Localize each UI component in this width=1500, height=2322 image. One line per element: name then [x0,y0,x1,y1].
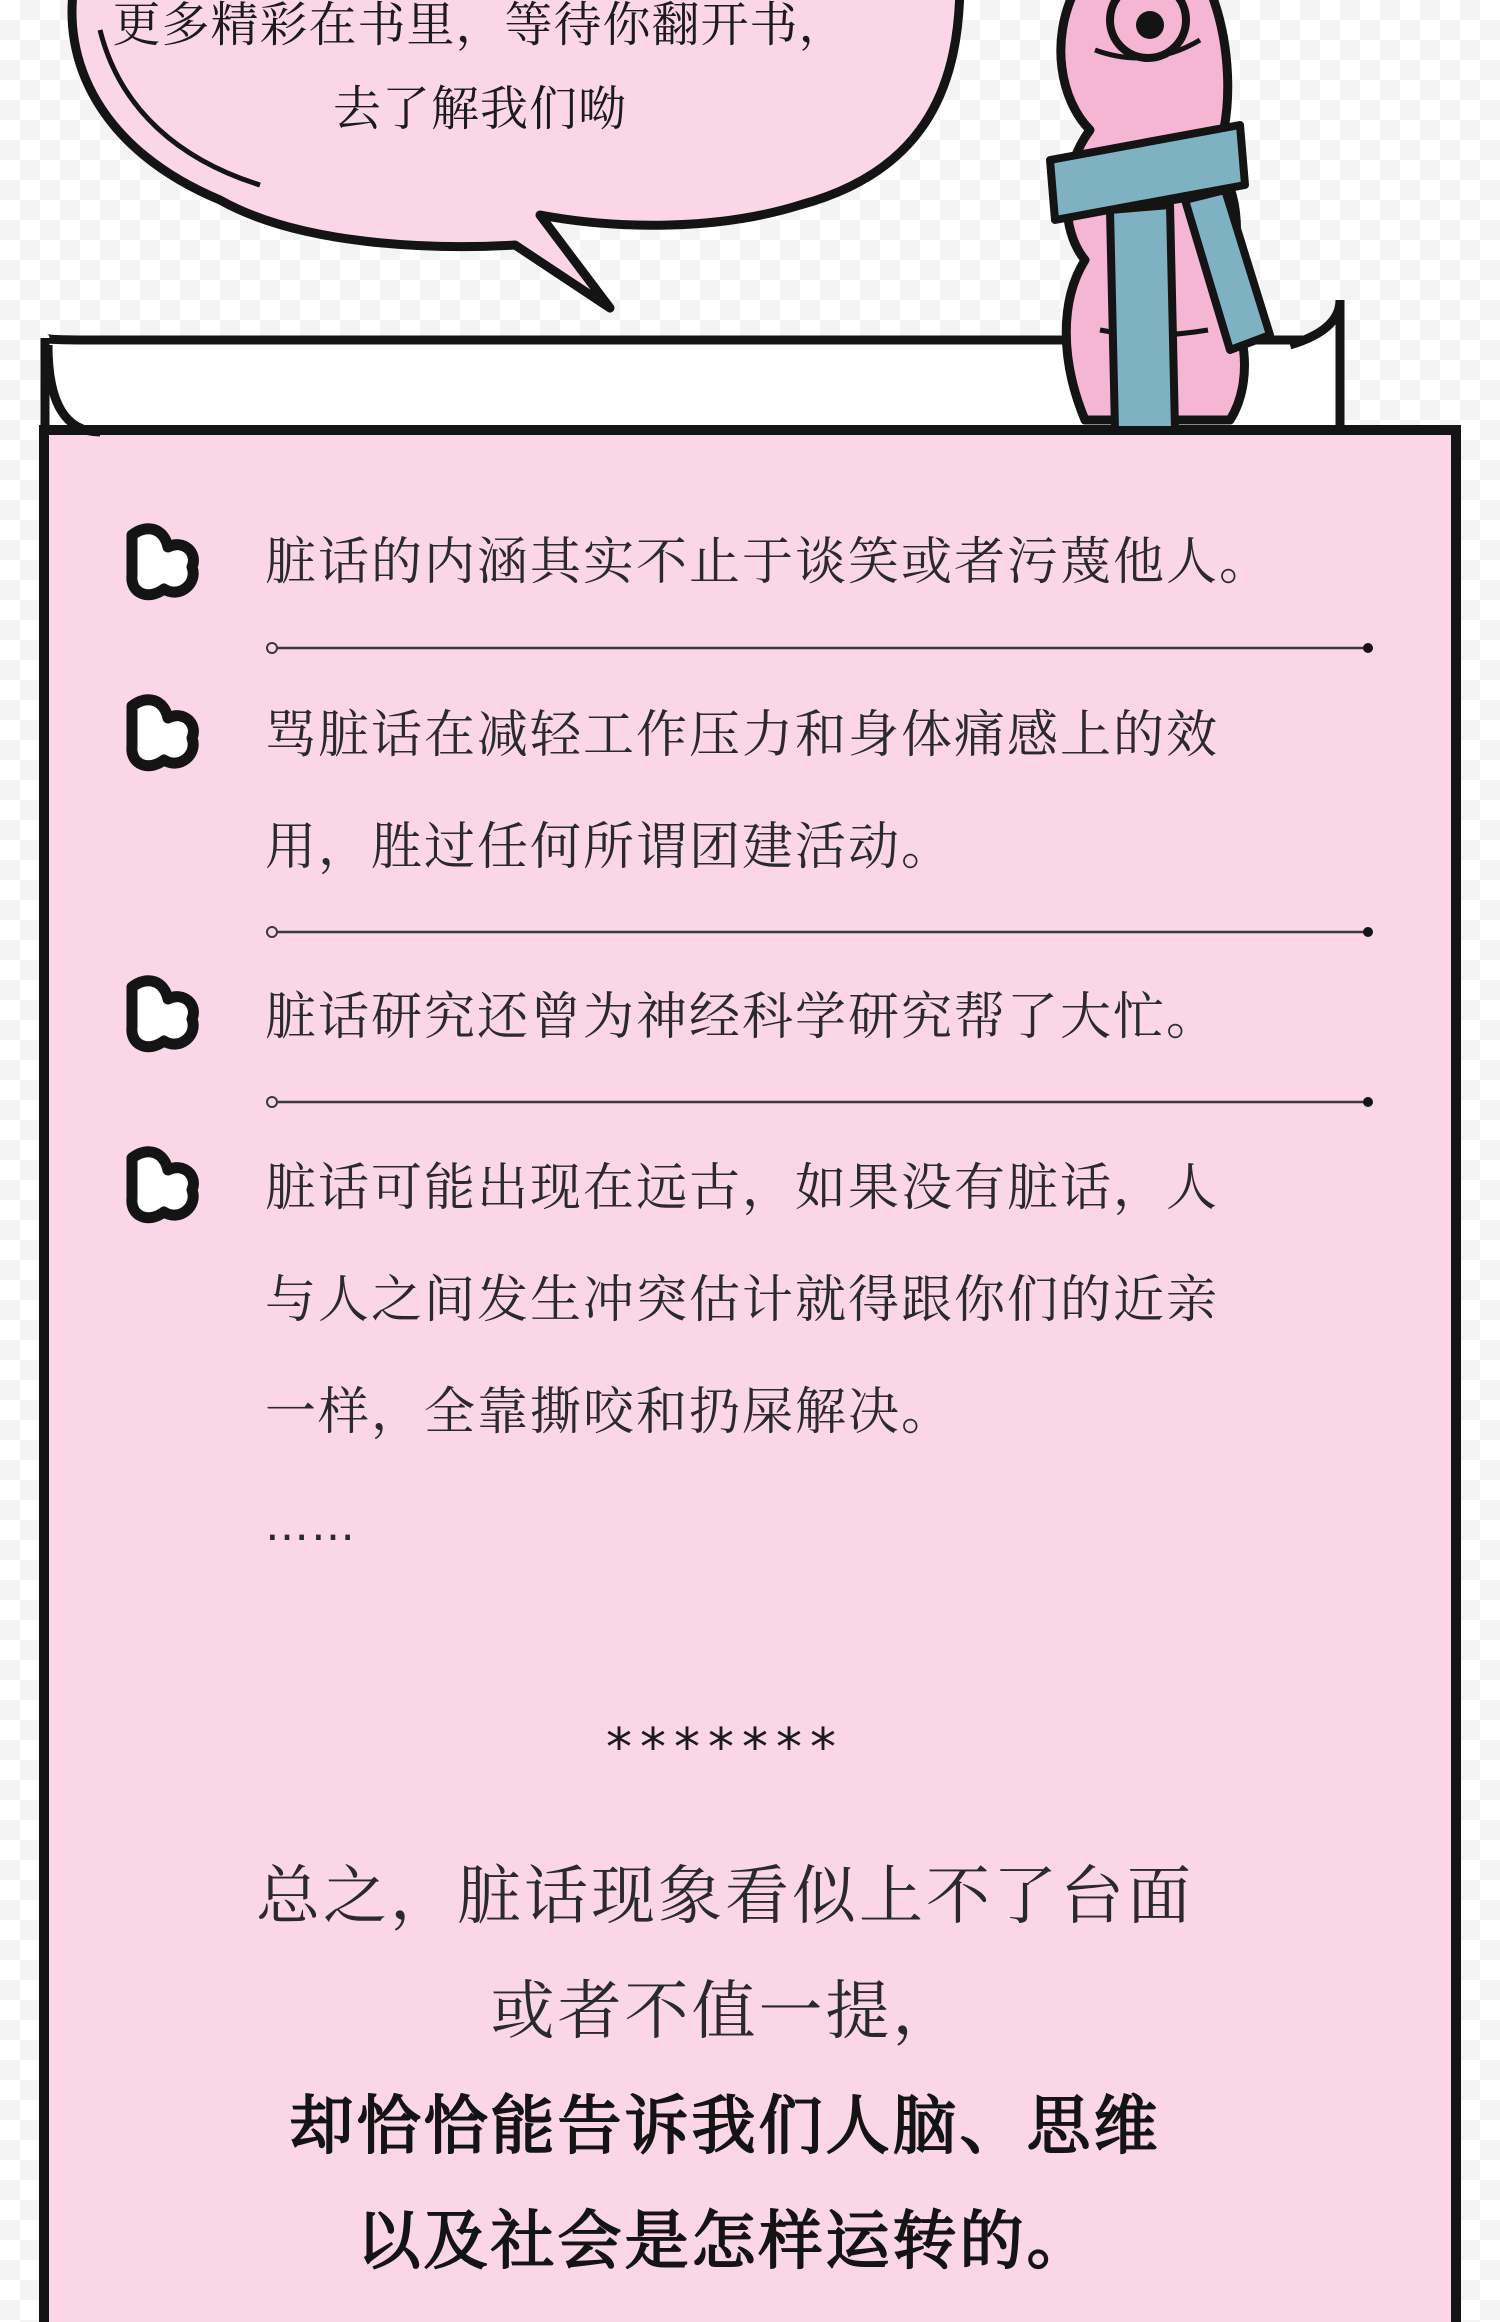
conclusion-line-1: 总之，脏话现象看似上不了台面 [256,1860,1194,1934]
star-separator: ******* [606,1718,844,1778]
divider [266,918,1374,946]
divider [266,634,1374,662]
conclusion-line-2: 或者不值一提， [490,1975,960,2049]
character-figure [1050,0,1270,430]
list-item-2-line-2: 用，胜过任何所谓团建活动。 [265,818,955,877]
list-item-4-line-1: 脏话可能出现在远古，如果没有脏话，人 [265,1159,1220,1218]
list-item-4-line-2: 与人之间发生冲突估计就得跟你们的近亲 [265,1271,1220,1330]
heart-bullet-icon [118,973,202,1057]
list-item-2-line-1: 骂脏话在减轻工作压力和身体痛感上的效 [265,706,1220,765]
divider [266,1088,1374,1116]
list-item-3-line-1: 脏话研究还曾为神经科学研究帮了大忙。 [265,988,1220,1047]
heart-bullet-icon [118,521,202,605]
ellipsis: …… [265,1500,357,1551]
heart-bullet-icon [118,1144,202,1228]
heart-bullet-icon [118,692,202,776]
speech-bubble-line-2: 去了解我们呦 [332,81,627,137]
list-item-1-line-1: 脏话的内涵其实不止于谈笑或者污蔑他人。 [265,533,1273,592]
list-item-4-line-3: 一样，全靠撕咬和扔屎解决。 [265,1383,955,1442]
speech-bubble-line-1: 更多精彩在书里，等待你翻开书， [112,0,848,53]
conclusion-emphasis-line-2: 以及社会是怎样运转的。 [356,2205,1094,2279]
conclusion-emphasis-line-1: 却恰恰能告诉我们人脑、思维 [289,2090,1161,2164]
